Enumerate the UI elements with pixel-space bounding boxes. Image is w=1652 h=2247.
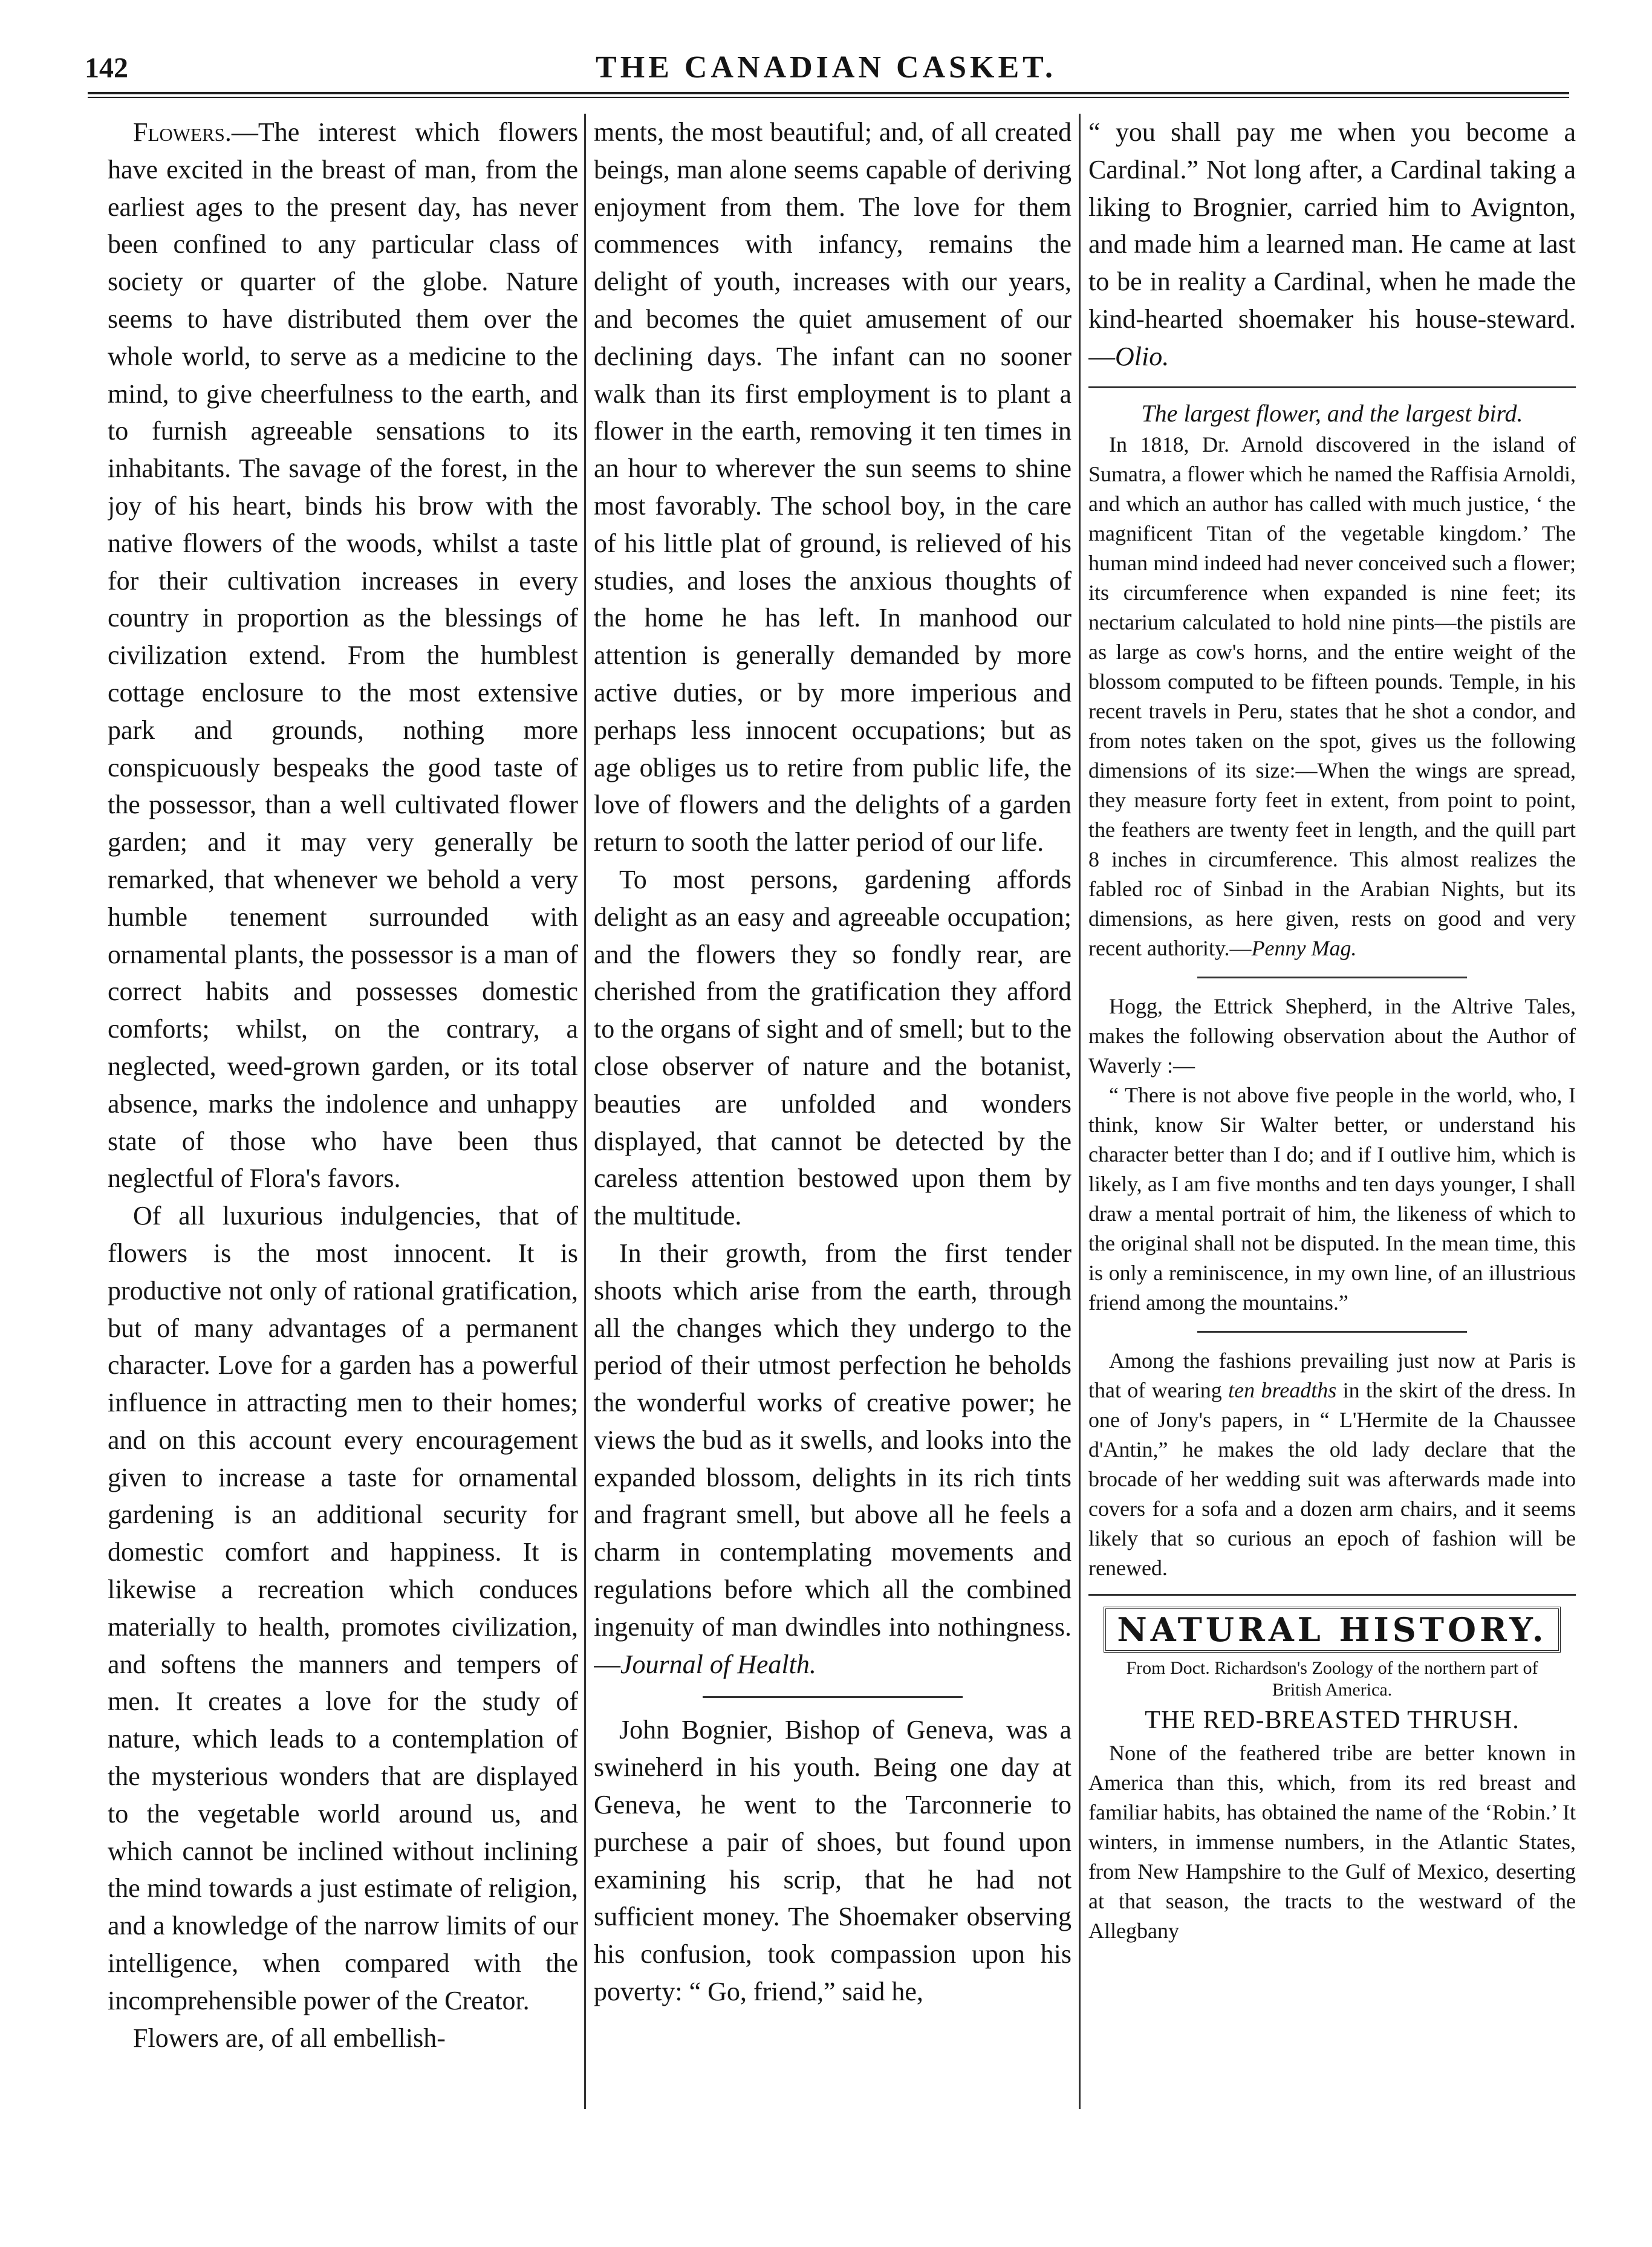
flowers-paragraph-6-text: In their growth, from the first tender shoots which arise from the earth, through all the changes which they undergo to the period of their utmost perfection he beholds the wonderful works of creative power; he views the bud as it swells, and looks into the expanded blossom, delights in its rich tints and fragrant smell, but above all he feels a charm in contemplating movements and regulations before which all the combined ingenuity of man dwindles into nothingness.— [594,1238,1072,1679]
column-rule-1 [584,114,586,2109]
hogg-paragraph-1: Hogg, the Ettrick Shepherd, in the Altrive Tales, makes the following observation about the Author of Waverly :— [1088,993,1576,1078]
fashion-text-2: in the skirt of the dress. In one of Jony's papers, in “ L'Hermite de la Chaussee d'Antin,” he makes the old lady declare that the brocade of her wedding suit was afterwards made into covers for a sofa and a dozen arm chairs, and it seems likely that so curious an epoch of fashion will be renewed. [1088,1377,1576,1580]
header-rule [88,92,1569,98]
column-1 [108,114,578,2174]
zoology-source: From Doct. Richardson's Zoology of the northern part of British America. [1126,1657,1538,1700]
flowers-paragraph-1-text: —The interest which flowers have excited in the breast of man, from the earliest ages to the present day, has never been confined to any particular class of society or quarter of the globe. Nature seems to have distributed them over the whole world, to serve as a medicine to the mind, to give cheerfulness to the earth, and to furnish agreeable sensations to its inhabitants. The savage of the forest, in the joy of his heart, binds his brow with the native flowers of the woods, whilst a taste for their cultivation increases in every country in proportion as the blessings of civilization extend. From the humblest cottage enclosure to the most extensive park and grounds, nothing more conspicuously bespeaks the good taste of the possessor, than a well cultivated flower garden; and it may very generally be remarked, that whenever we behold a very humble tenement surrounded with ornamental plants, the possessor is a man of correct habits and possesses domestic comforts; whilst, on the contrary, a neglected, weed-grown garden, or its total absence, marks the indolence and unhappy state of those who have been thus neglectful of Flora's favors. [108,117,578,1194]
flowers-lead-word: Flowers. [133,117,232,147]
fashion-text-1: Among the fashions prevailing just now at Paris is that of wearing [1088,1348,1576,1402]
flowers-paragraph-1 [108,114,578,1197]
largest-flower-source: Penny Mag. [1251,935,1357,960]
article-separator [1088,386,1576,388]
column-2 [594,114,1072,2174]
largest-flower-text: In 1818, Dr. Arnold discovered in the island of Sumatra, a flower which he named the Raffisia Arnoldi, and which an author has called with much justice, ‘ the magnificent Titan of the vegetable kingdom.’ The human mind indeed had never conceived such a flower; its circumference when expanded is nine feet; its nectarium calculated to hold nine pints—the pistils are as large as cow's horns, and the entire weight of the blossom computed to be fifteen pounds. Temple, in his recent travels in Peru, states that he shot a condor, and from notes taken on the spot, gives us the following dimensions of its size:—When the wings are spread, they measure forty feet in extent, from point to point, the feathers are twenty feet in length, and the quill part 8 inches in circumference. This almost realizes the fabled roc of Sinbad in the Arabian Nights, but its dimensions, as here given, rests on good and very recent authority.— [1088,432,1576,960]
flowers-paragraph-4: ments, the most beautiful; and, of all created beings, man alone seems capable of deriving enjoyment from them. The love for them commences with infancy, remains the delight of youth, increases with our years, and becomes the quiet amusement of our declining days. The infant can no sooner walk than its first employment is to plant a flower in the earth, removing it ten times in an hour to wherever the sun seems to shine most favorably. The school boy, in the care of his little plat of ground, is relieved of his studies, and loses the anxious thoughts of the home he has left. In manhood our attention is generally demanded by more active duties, or by more imperious and perhaps less innocent occupations; but as age obliges us to retire from public life, the love of flowers and the delights of a garden return to sooth the latter period of our life. [594,117,1072,857]
bognier-paragraph-continued [1088,114,1576,376]
page-number: 142 [85,52,128,84]
largest-flower-title: The largest flower, and the largest bird. [1141,399,1523,427]
article-separator [703,1696,963,1698]
flowers-paragraph-3: Flowers are, of all embellish- [133,2023,446,2053]
flowers-source: Journal of Health. [620,1649,816,1679]
thrush-heading: THE RED-BREASTED THRUSH. [1145,1706,1520,1734]
article-separator [1197,1331,1467,1333]
running-head: THE CANADIAN CASKET. [596,50,1056,85]
article-separator [1197,977,1467,978]
flowers-paragraph-5: To most persons, gardening affords delight as an easy and agreeable occupation; and the flowers they so fondly rear, are cherished from the gratification they afford to the organs of sight and of smell; but to the close observer of nature and the botanist, beauties are unfolded and wonders displayed, that cannot be detected by the careless attention bestowed upon them by the multitude. [594,864,1072,1231]
section-separator [1088,1594,1576,1596]
flowers-paragraph-2: Of all luxurious indulgencies, that of flowers is the most innocent. It is productive not only of rational gratification, but of many advantages of a permanent character. Love for a garden has a powerful influence in attracting men to their homes; and on this account every encouragement given to increase a taste for ornamental gardening is an additional security for domestic comfort and happiness. It is likewise a recreation which conduces materially to health, promotes civilization, and softens the manners and tempers of men. It creates a love for the study of nature, which leads to a contemplation of the mysterious wonders that are displayed to the vegetable world around us, and which cannot be inclined without inclining the mind towards a just estimate of religion, and a knowledge of the narrow limits of our intelligence, when compared with the incomprehensible power of the Creator. [108,1201,578,2015]
fashion-emphasis: ten breadths [1228,1377,1337,1402]
largest-flower-paragraph [1088,430,1576,963]
thrush-paragraph: None of the feathered tribe are better known in America than this, which, from its red breast and familiar habits, has obtained the name of the ‘Robin.’ It winters, in immense numbers, in the Atlantic States, from New Hampshire to the Gulf of Mexico, deserting at that season, the tracts to the westward of the Allegbany [1088,1740,1576,1943]
column-rule-2 [1079,114,1081,2109]
bognier-source: Olio. [1115,341,1169,371]
column-3 [1088,114,1576,2174]
natural-history-heading-text: NATURAL HISTORY. [1104,1607,1560,1653]
flowers-paragraph-6 [594,1235,1072,1683]
fashion-paragraph [1088,1346,1576,1583]
bognier-continued-text: “ you shall pay me when you become a Cardinal.” Not long after, a Cardinal taking a liking to Brognier, carried him to Avignton, and made him a learned man. He came at last to be in reality a Cardinal, when he made the kind-hearted shoemaker his house-steward.— [1088,117,1576,371]
bognier-paragraph: John Bognier, Bishop of Geneva, was a swineherd in his youth. Being one day at Geneva, he went to the Tarconnerie to purchese a pair of shoes, but found upon examining his scrip, that he had not sufficient money. The Shoemaker observing his confusion, took compassion upon his poverty: “ Go, friend,” said he, [594,1715,1072,2007]
natural-history-heading [1088,1607,1576,1653]
hogg-paragraph-2: “ There is not above five people in the world, who, I think, know Sir Walter better, or understand his character better than I do; and if I outlive him, which is likely, as I am five months and ten days younger, I shall draw a mental portrait of him, the likeness of which to the original shall not be disputed. In the mean time, this is only a reminiscence, in my own line, of an illustrious friend among the mountains.” [1088,1082,1576,1315]
